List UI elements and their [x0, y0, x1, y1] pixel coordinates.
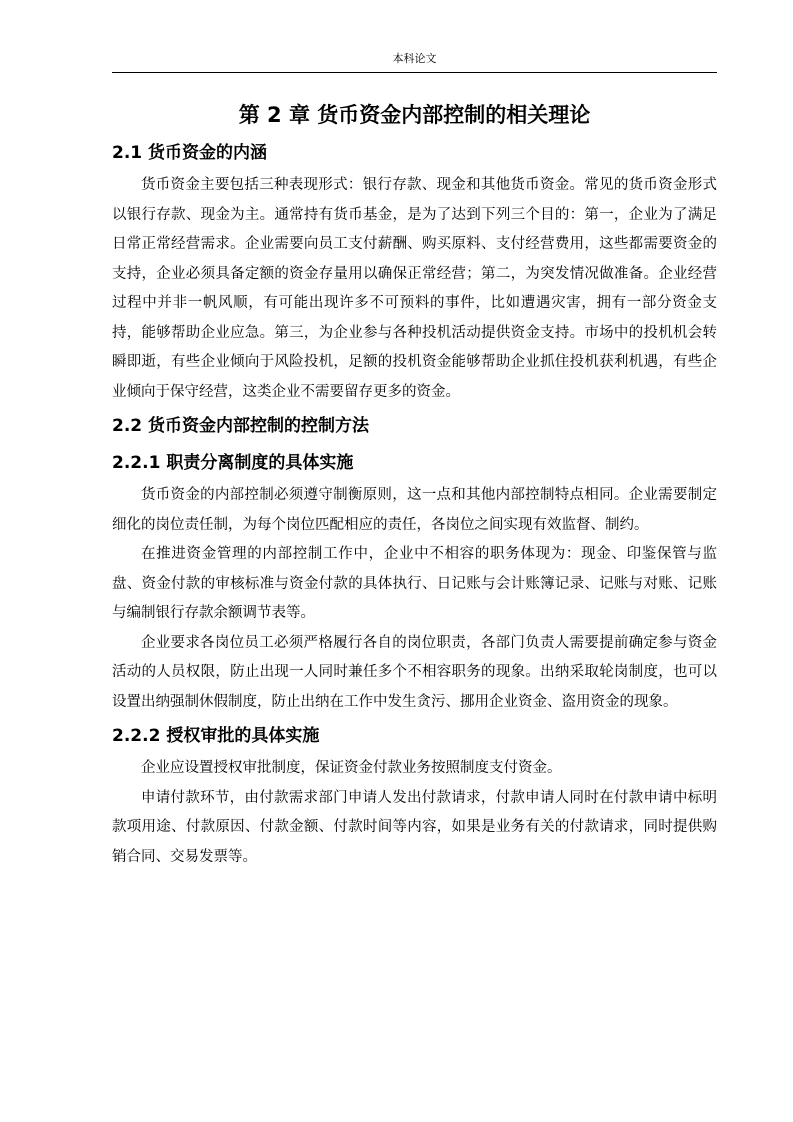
paragraph: 在推进资金管理的内部控制工作中，企业中不相容的职务体现为：现金、印鉴保管与监盘、资金付款的审核标准与资金付款的具体执行、日记账与会计账簿记录、记账与对账、记账与编制银行存款余额调节表等。 — [112, 546, 717, 621]
header-rule — [112, 72, 717, 73]
section-heading-2-1: 2.1 货币资金的内涵 — [112, 143, 268, 163]
subsection-heading-2-2-2: 2.2.2 授权审批的具体实施 — [112, 726, 320, 746]
paragraph: 企业应设置授权审批制度，保证资金付款业务按照制度支付资金。 — [141, 760, 562, 776]
page-content — [112, 96, 717, 872]
section-heading-2-2: 2.2 货币资金内部控制的控制方法 — [112, 416, 370, 436]
paragraph: 货币资金的内部控制必须遵守制衡原则，这一点和其他内部控制特点相同。企业需要制定细化的岗位责任制，为每个岗位匹配相应的责任，各岗位之间实现有效监督、制约。 — [112, 487, 717, 533]
running-header: 本科论文 — [392, 52, 437, 65]
paragraph: 申请付款环节，由付款需求部门申请人发出付款请求，付款申请人同时在付款申请中标明款项用途、付款原因、付款金额、付款时间等内容，如果是业务有关的付款请求，同时提供购销合同、交易发票等。 — [112, 789, 717, 865]
paragraph: 企业要求各岗位员工必须严格履行各自的岗位职责，各部门负责人需要提前确定参与资金活动的人员权限，防止出现一人同时兼任多个不相容职务的现象。出纳采取轮岗制度，也可以设置出纳强制休假制度，防止出纳在工作中发生贪污、挪用企业资金、盗用资金的现象。 — [112, 634, 717, 710]
paragraph: 货币资金主要包括三种表现形式：银行存款、现金和其他货币资金。常见的货币资金形式以银行存款、现金为主。通常持有货币基金，是为了达到下列三个目的：第一，企业为了满足日常正常经营需求。企业需要向员工支付薪酬、购买原料、支付经营费用，这些都需要资金的支持，企业必须具备定额的资金存量用以确保正常经营；第二，为突发情况做准备。企业经营过程中并非一帆风顺，有可能出现许多不可预料的事件，比如遭遇灾害，拥有一部分资金支持，能够帮助企业应急。第三，为企业参与各种投机活动提供资金支持。市场中的投机机会转瞬即逝，有些企业倾向于风险投机，足额的投机资金能够帮助企业抓住投机获利机遇，有些企业倾向于保守经营，这类企业不需要留存更多的资金。 — [112, 177, 717, 400]
chapter-title: 第 2 章 货币资金内部控制的相关理论 — [238, 103, 591, 127]
subsection-heading-2-2-1: 2.2.1 职责分离制度的具体实施 — [112, 453, 354, 473]
